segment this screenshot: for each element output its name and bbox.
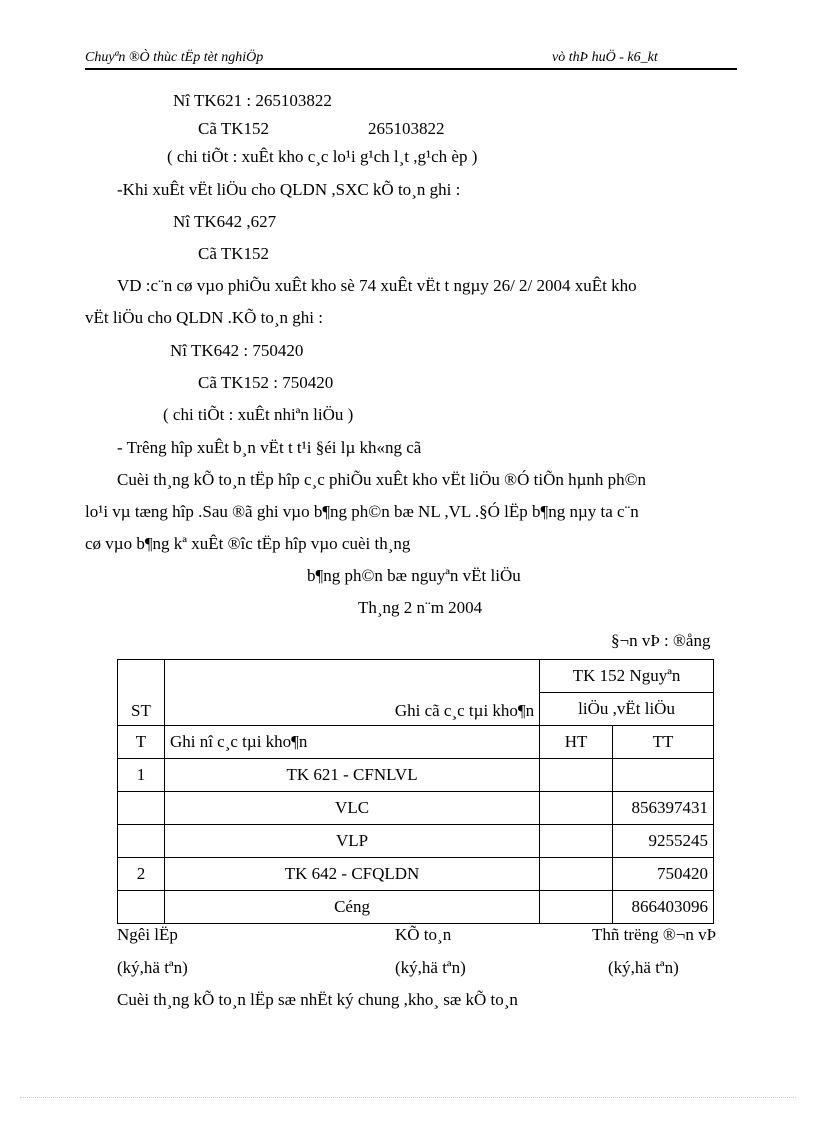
ht-header: HT [540, 726, 613, 759]
entry-credit-152-amount: Cã TK152 : 750420 [198, 373, 334, 392]
credit-accounts-header: Ghi cã c¸c tµi kho¶n [164, 660, 539, 726]
signature-head-note: (ký,hä tªn) [608, 958, 679, 977]
signature-head: Thñ trëng ®¬n vÞ [592, 925, 717, 944]
entry-credit-152: Cã TK152 [198, 244, 269, 263]
table-row-total [118, 891, 714, 924]
entry-debit-642-627: Nî TK642 ,627 [173, 212, 277, 231]
closing-paragraph: Cuèi th¸ng kÕ to¸n lËp sæ nhËt ký chung ,kho¸ sæ kÕ to¸n [117, 990, 518, 1009]
table-row [118, 858, 714, 891]
row-account: VLC [164, 792, 539, 825]
debit-accounts-header: Ghi nî c¸c tµi kho¶n [164, 726, 539, 759]
signature-preparer: Ngêi lËp [117, 925, 178, 944]
header-author: vò thÞ huÖ - k6_kt [552, 50, 658, 65]
row-stt: 1 [118, 759, 165, 792]
paragraph-qldn: -Khi xuÊt vËt liÖu cho QLDN ,SXC kÕ to¸n ghi : [117, 180, 461, 199]
row-account: TK 621 - CFNLVL [164, 759, 539, 792]
row-stt [118, 792, 165, 825]
tt-header: TT [613, 726, 714, 759]
row-stt: 2 [118, 858, 165, 891]
tk152-header-line2: liÖu ,vËt liÖu [540, 693, 714, 726]
table-subtitle: Th¸ng 2 n¨m 2004 [358, 598, 483, 617]
signature-preparer-note: (ký,hä tªn) [117, 958, 188, 977]
table-row [118, 792, 714, 825]
entry-debit-621: Nî TK621 : 265103822 [173, 91, 332, 110]
entry-credit-152-label: Cã TK152 [198, 119, 269, 138]
row-ht [540, 759, 613, 792]
table-row [118, 759, 714, 792]
stt-header-top: ST [118, 660, 165, 726]
signature-accountant-note: (ký,hä tªn) [395, 958, 466, 977]
signature-accountant: KÕ to¸n [395, 925, 452, 944]
paragraph-monthend-1: Cuèi th¸ng kÕ to¸n tËp hîp c¸c phiÕu xuÊt kho vËt liÖu ®Ó tiÕn hµnh ph©n [117, 470, 647, 489]
row-stt [118, 891, 165, 924]
example-line-2: vËt liÖu cho QLDN .KÕ to¸n ghi : [85, 308, 323, 327]
row-account: VLP [164, 825, 539, 858]
row-ht [540, 792, 613, 825]
page-bottom-edge [20, 1097, 796, 1098]
row-tt [613, 759, 714, 792]
row-stt [118, 825, 165, 858]
table-title: b¶ng ph©n bæ nguyªn vËt liÖu [307, 566, 521, 585]
stt-header-bottom: T [118, 726, 165, 759]
detail-note-1: ( chi tiÕt : xuÊt kho c¸c lo¹i g¹ch l¸t ,g¹ch èp ) [167, 147, 478, 166]
header-rule [85, 68, 737, 70]
header-title: Chuyªn ®Ò thùc tËp tèt nghiÖp [85, 50, 264, 65]
row-account: TK 642 - CFQLDN [164, 858, 539, 891]
tk152-header-line1: TK 152 Nguyªn [540, 660, 714, 693]
unit-label: §¬n vÞ : ®ång [611, 631, 711, 650]
allocation-table [117, 659, 714, 924]
paragraph-monthend-2: lo¹i vµ tæng hîp .Sau ®ã ghi vµo b¶ng ph©n bæ NL ,VL .§Ó lËp b¶ng nµy ta c¨n [85, 502, 639, 521]
table-row [118, 825, 714, 858]
row-tt: 9255245 [613, 825, 714, 858]
entry-credit-152-value: 265103822 [368, 119, 445, 138]
row-account: Céng [164, 891, 539, 924]
detail-note-2: ( chi tiÕt : xuÊt nhiªn liÖu ) [163, 405, 354, 424]
row-ht [540, 825, 613, 858]
entry-debit-642: Nî TK642 : 750420 [170, 341, 304, 360]
row-tt: 866403096 [613, 891, 714, 924]
row-tt: 750420 [613, 858, 714, 891]
row-ht [540, 858, 613, 891]
row-ht [540, 891, 613, 924]
paragraph-sale: - Trêng hîp xuÊt b¸n vËt t t¹i §éi lµ kh«ng cã [117, 438, 422, 457]
example-line-1: VD :c¨n cø vµo phiÕu xuÊt kho sè 74 xuÊt vËt t ngµy 26/ 2/ 2004 xuÊt kho [117, 276, 637, 295]
paragraph-monthend-3: cø vµo b¶ng kª xuÊt ®îc tËp hîp vµo cuèi th¸ng [85, 534, 411, 553]
row-tt: 856397431 [613, 792, 714, 825]
